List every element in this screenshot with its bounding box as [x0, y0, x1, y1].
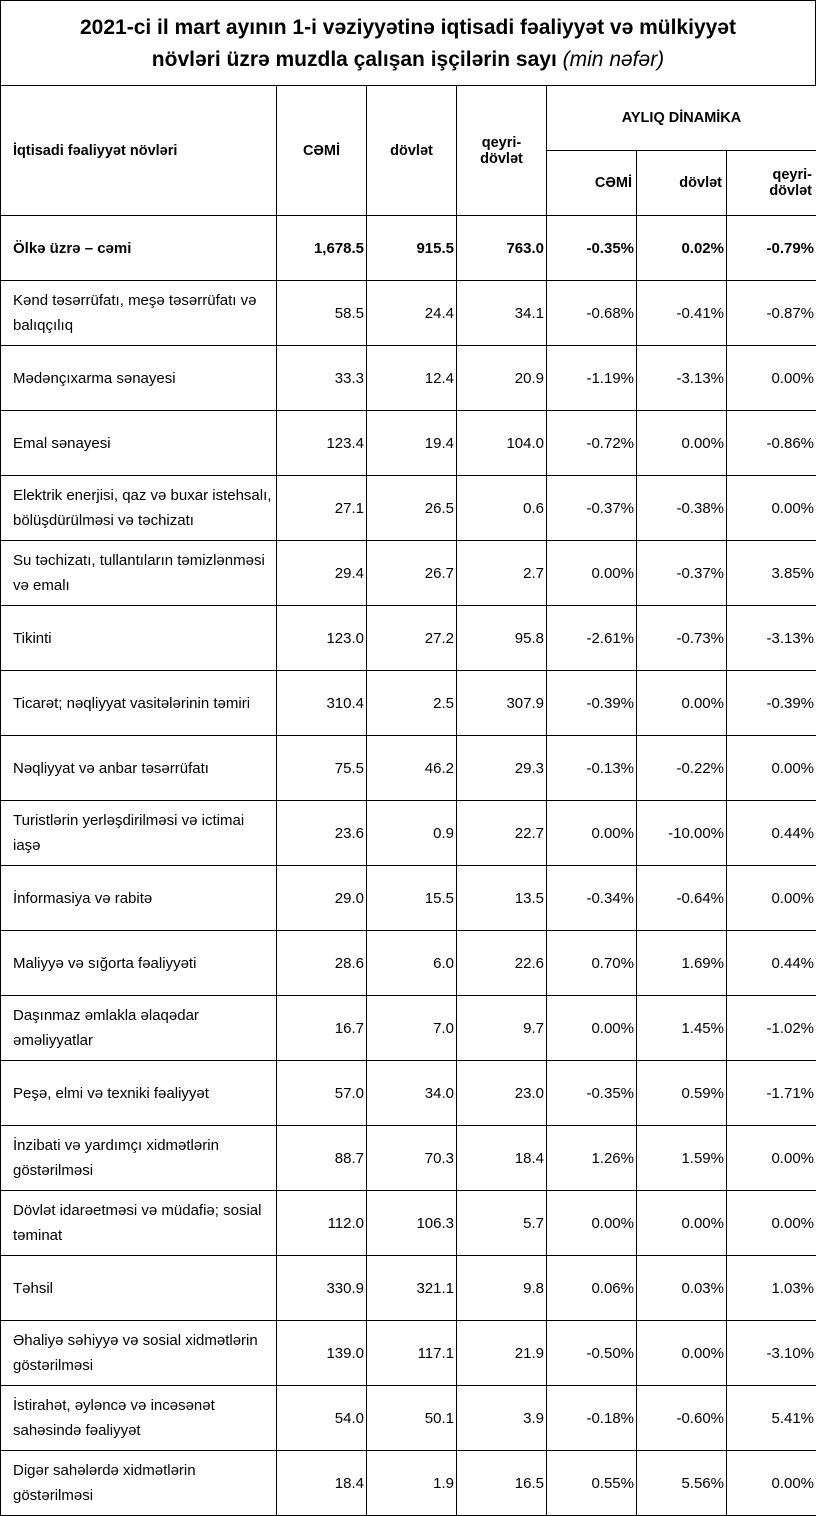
table-row: [1, 996, 816, 1061]
cell-monthly-state: 0.00%: [637, 1191, 727, 1256]
cell-monthly-total: -0.35%: [547, 216, 637, 281]
cell-monthly-total: 0.00%: [547, 801, 637, 866]
cell-total: 330.9: [277, 1256, 367, 1321]
row-name: Mədənçıxarma sənayesi: [1, 346, 277, 411]
cell-total: 54.0: [277, 1386, 367, 1451]
cell-monthly-state: 0.03%: [637, 1256, 727, 1321]
cell-monthly-total: -0.39%: [547, 671, 637, 736]
cell-monthly-nonstate: 0.00%: [727, 476, 816, 541]
row-name: Ticarət; nəqliyyat vasitələrinin təmiri: [1, 671, 277, 736]
cell-monthly-state: -0.38%: [637, 476, 727, 541]
table-row: [1, 801, 816, 866]
cell-monthly-nonstate: 0.00%: [727, 736, 816, 801]
cell-monthly-state: 5.56%: [637, 1451, 727, 1516]
cell-state: 34.0: [367, 1061, 457, 1126]
cell-nonstate: 0.6: [457, 476, 547, 541]
cell-state: 6.0: [367, 931, 457, 996]
cell-monthly-total: -0.37%: [547, 476, 637, 541]
title-unit: (min nəfər): [563, 48, 665, 71]
cell-total: 123.0: [277, 606, 367, 671]
cell-monthly-nonstate: 0.00%: [727, 1191, 816, 1256]
cell-monthly-total: -2.61%: [547, 606, 637, 671]
cell-state: 50.1: [367, 1386, 457, 1451]
cell-total: 29.4: [277, 541, 367, 606]
cell-monthly-nonstate: 0.00%: [727, 866, 816, 931]
cell-total: 33.3: [277, 346, 367, 411]
cell-state: 26.5: [367, 476, 457, 541]
cell-nonstate: 22.6: [457, 931, 547, 996]
cell-monthly-total: -0.50%: [547, 1321, 637, 1386]
cell-monthly-nonstate: 0.00%: [727, 1126, 816, 1191]
cell-nonstate: 22.7: [457, 801, 547, 866]
table-row: [1, 1061, 816, 1126]
row-name: Maliyyə və sığorta fəaliyyəti: [1, 931, 277, 996]
cell-state: 321.1: [367, 1256, 457, 1321]
row-name: İnformasiya və rabitə: [1, 866, 277, 931]
table-row: [1, 411, 816, 476]
cell-monthly-total: -0.13%: [547, 736, 637, 801]
cell-total: 16.7: [277, 996, 367, 1061]
employment-table: [0, 85, 816, 1516]
cell-monthly-state: 0.00%: [637, 671, 727, 736]
cell-nonstate: 2.7: [457, 541, 547, 606]
cell-state: 2.5: [367, 671, 457, 736]
cell-state: 0.9: [367, 801, 457, 866]
cell-monthly-nonstate: -0.86%: [727, 411, 816, 476]
cell-monthly-nonstate: 0.00%: [727, 346, 816, 411]
table-row: [1, 931, 816, 996]
cell-nonstate: 3.9: [457, 1386, 547, 1451]
table-row: [1, 476, 816, 541]
row-name: İstirahət, əyləncə və incəsənət sahəsində fəaliyyət: [1, 1386, 277, 1451]
cell-state: 26.7: [367, 541, 457, 606]
cell-monthly-total: 0.00%: [547, 996, 637, 1061]
cell-monthly-total: -0.68%: [547, 281, 637, 346]
cell-monthly-state: 0.00%: [637, 1321, 727, 1386]
title-line-2: [152, 44, 664, 76]
cell-nonstate: 16.5: [457, 1451, 547, 1516]
cell-monthly-nonstate: 0.44%: [727, 801, 816, 866]
header-monthly-state: dövlət: [637, 151, 727, 216]
total-row: [1, 216, 816, 281]
cell-state: 12.4: [367, 346, 457, 411]
table-row: [1, 736, 816, 801]
row-name: Turistlərin yerləşdirilməsi və ictimai iaşə: [1, 801, 277, 866]
cell-state: 7.0: [367, 996, 457, 1061]
row-name: Əhaliyə səhiyyə və sosial xidmətlərin göstərilməsi: [1, 1321, 277, 1386]
cell-total: 29.0: [277, 866, 367, 931]
cell-monthly-state: 1.69%: [637, 931, 727, 996]
header-monthly-nonstate: qeyri-dövlət: [727, 151, 816, 216]
row-name: İnzibati və yardımçı xidmətlərin göstərilməsi: [1, 1126, 277, 1191]
cell-monthly-state: -3.13%: [637, 346, 727, 411]
cell-state: 117.1: [367, 1321, 457, 1386]
cell-total: 139.0: [277, 1321, 367, 1386]
cell-nonstate: 9.7: [457, 996, 547, 1061]
row-name: Daşınmaz əmlakla əlaqədar əməliyyatlar: [1, 996, 277, 1061]
cell-monthly-state: 0.59%: [637, 1061, 727, 1126]
cell-nonstate: 18.4: [457, 1126, 547, 1191]
cell-monthly-total: 0.06%: [547, 1256, 637, 1321]
cell-total: 123.4: [277, 411, 367, 476]
cell-monthly-nonstate: 5.41%: [727, 1386, 816, 1451]
cell-monthly-nonstate: -3.10%: [727, 1321, 816, 1386]
cell-state: 24.4: [367, 281, 457, 346]
cell-monthly-total: -0.35%: [547, 1061, 637, 1126]
cell-monthly-nonstate: -0.79%: [727, 216, 816, 281]
cell-monthly-nonstate: -1.02%: [727, 996, 816, 1061]
cell-monthly-state: -0.41%: [637, 281, 727, 346]
cell-monthly-nonstate: 3.85%: [727, 541, 816, 606]
cell-monthly-state: -0.73%: [637, 606, 727, 671]
row-name: Peşə, elmi və texniki fəaliyyət: [1, 1061, 277, 1126]
cell-nonstate: 20.9: [457, 346, 547, 411]
cell-total: 18.4: [277, 1451, 367, 1516]
header-total: CƏMİ: [277, 86, 367, 216]
cell-total: 88.7: [277, 1126, 367, 1191]
cell-monthly-state: -0.64%: [637, 866, 727, 931]
cell-monthly-state: -0.37%: [637, 541, 727, 606]
cell-monthly-total: 1.26%: [547, 1126, 637, 1191]
row-name: Dövlət idarəetməsi və müdafiə; sosial təminat: [1, 1191, 277, 1256]
cell-nonstate: 5.7: [457, 1191, 547, 1256]
table-row: [1, 671, 816, 736]
row-name: Tikinti: [1, 606, 277, 671]
cell-monthly-state: -10.00%: [637, 801, 727, 866]
cell-state: 46.2: [367, 736, 457, 801]
cell-nonstate: 95.8: [457, 606, 547, 671]
header-activity: İqtisadi fəaliyyət növləri: [1, 86, 277, 216]
cell-state: 27.2: [367, 606, 457, 671]
table-row: [1, 281, 816, 346]
cell-state: 15.5: [367, 866, 457, 931]
cell-monthly-nonstate: -0.39%: [727, 671, 816, 736]
table-row: [1, 346, 816, 411]
title-line-1: 2021-ci il mart ayının 1-i vəziyyətinə iqtisadi fəaliyyət və mülkiyyət: [80, 12, 736, 44]
row-name: Elektrik enerjisi, qaz və buxar istehsalı, bölüşdürülməsi və təchizatı: [1, 476, 277, 541]
cell-monthly-total: 0.55%: [547, 1451, 637, 1516]
cell-monthly-state: 1.59%: [637, 1126, 727, 1191]
table-row: [1, 1126, 816, 1191]
cell-state: 106.3: [367, 1191, 457, 1256]
cell-monthly-total: -1.19%: [547, 346, 637, 411]
cell-monthly-nonstate: 0.00%: [727, 1451, 816, 1516]
cell-monthly-total: 0.00%: [547, 1191, 637, 1256]
cell-total: 1,678.5: [277, 216, 367, 281]
table-row: [1, 866, 816, 931]
cell-total: 310.4: [277, 671, 367, 736]
cell-state: 19.4: [367, 411, 457, 476]
cell-nonstate: 23.0: [457, 1061, 547, 1126]
cell-monthly-total: -0.72%: [547, 411, 637, 476]
table-row: [1, 1256, 816, 1321]
cell-total: 28.6: [277, 931, 367, 996]
header-nonstate: qeyri-dövlət: [457, 86, 547, 216]
table-row: [1, 541, 816, 606]
cell-monthly-nonstate: -0.87%: [727, 281, 816, 346]
cell-monthly-nonstate: 0.44%: [727, 931, 816, 996]
cell-total: 112.0: [277, 1191, 367, 1256]
cell-total: 75.5: [277, 736, 367, 801]
cell-monthly-nonstate: -3.13%: [727, 606, 816, 671]
row-name: Nəqliyyat və anbar təsərrüfatı: [1, 736, 277, 801]
cell-monthly-state: 0.02%: [637, 216, 727, 281]
cell-monthly-state: -0.22%: [637, 736, 727, 801]
cell-total: 58.5: [277, 281, 367, 346]
cell-monthly-state: -0.60%: [637, 1386, 727, 1451]
cell-nonstate: 21.9: [457, 1321, 547, 1386]
cell-monthly-total: -0.34%: [547, 866, 637, 931]
cell-monthly-state: 0.00%: [637, 411, 727, 476]
cell-nonstate: 104.0: [457, 411, 547, 476]
row-name: Ölkə üzrə – cəmi: [1, 216, 277, 281]
cell-nonstate: 13.5: [457, 866, 547, 931]
cell-nonstate: 307.9: [457, 671, 547, 736]
row-name: Su təchizatı, tullantıların təmizlənməsi və emalı: [1, 541, 277, 606]
table-row: [1, 1191, 816, 1256]
row-name: Təhsil: [1, 1256, 277, 1321]
header-monthly-dynamics: AYLIQ DİNAMİKA: [547, 86, 816, 151]
cell-total: 57.0: [277, 1061, 367, 1126]
table-row: [1, 1321, 816, 1386]
cell-state: 915.5: [367, 216, 457, 281]
cell-monthly-nonstate: 1.03%: [727, 1256, 816, 1321]
cell-state: 1.9: [367, 1451, 457, 1516]
cell-monthly-state: 1.45%: [637, 996, 727, 1061]
cell-total: 27.1: [277, 476, 367, 541]
cell-nonstate: 34.1: [457, 281, 547, 346]
cell-nonstate: 763.0: [457, 216, 547, 281]
cell-monthly-nonstate: -1.71%: [727, 1061, 816, 1126]
cell-monthly-total: -0.18%: [547, 1386, 637, 1451]
row-name: Digər sahələrdə xidmətlərin göstərilməsi: [1, 1451, 277, 1516]
row-name: Emal sənayesi: [1, 411, 277, 476]
cell-monthly-total: 0.70%: [547, 931, 637, 996]
cell-monthly-total: 0.00%: [547, 541, 637, 606]
cell-state: 70.3: [367, 1126, 457, 1191]
table-row: [1, 1386, 816, 1451]
row-name: Kənd təsərrüfatı, meşə təsərrüfatı və balıqçılıq: [1, 281, 277, 346]
table-title: [0, 0, 816, 86]
header-state: dövlət: [367, 86, 457, 216]
title-line-2-text: növləri üzrə muzdla çalışan işçilərin sayı: [152, 48, 557, 71]
cell-total: 23.6: [277, 801, 367, 866]
cell-nonstate: 29.3: [457, 736, 547, 801]
table-row: [1, 1451, 816, 1516]
cell-nonstate: 9.8: [457, 1256, 547, 1321]
table-row: [1, 606, 816, 671]
header-monthly-total: CƏMİ: [547, 151, 637, 216]
